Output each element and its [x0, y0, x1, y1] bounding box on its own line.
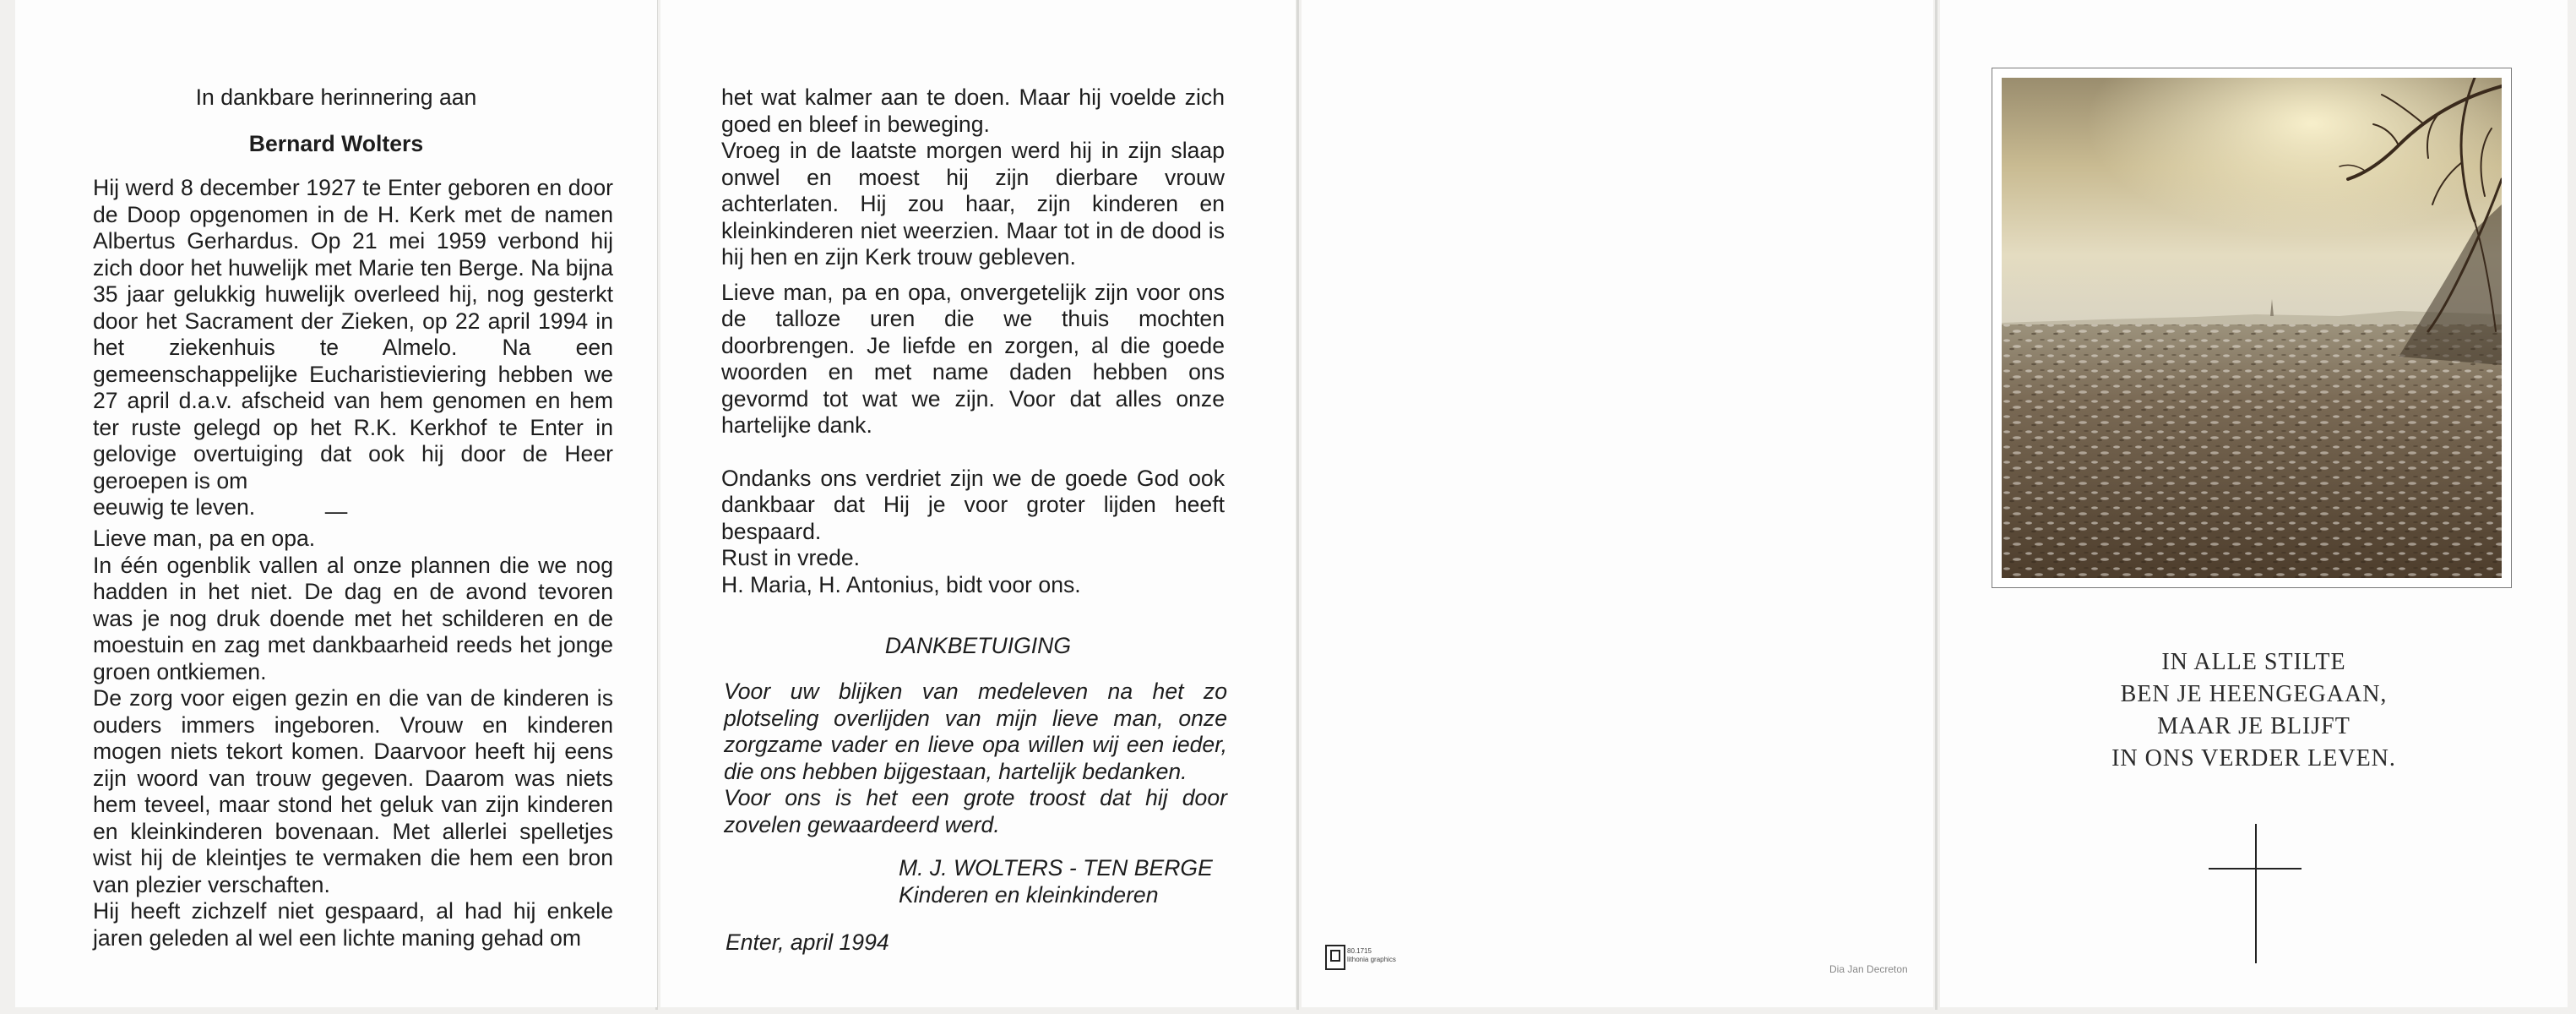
biography-text [93, 175, 613, 521]
continuation-paragraph: Vroeg in de laatste morgen werd hij in zijn slaap onwel en moest hij zijn dierbare vrouw achterlaten. Hij zou haar, zijn kinderen en kleinkinderen niet weerzien. Maar tot in de dood is hij hen en zijn Kerk trouw gebleven. [721, 138, 1225, 270]
photo-frame [1992, 68, 2512, 588]
verse-line: IN ALLE STILTE [2161, 649, 2346, 675]
memorial-paragraph: De zorg voor eigen gezin en die van de kinderen is ouders immers ingeboren. Vrouw en kinderen mogen niets tekort komen. Daarvoor heeft hij eens zijn woord van trouw gegeven. Daarom was niets hem teveel, maar stond het geluk van zijn kinderen en kleinkinderen bovenaan. Met allerlei spelletjes wist hij de kleintjes te vermaken die hem een bron van plezier verschaften. [93, 685, 613, 897]
fold-line [1296, 0, 1299, 1010]
thanks-paragraph: Voor uw blijken van medeleven na het zo plotseling overlijden van mijn lieve man, onze zorgzame vader en lieve opa willen wij een ieder, die ons hebben bijgestaan, hartelijk bedanken. [724, 679, 1227, 784]
verse-line: IN ONS VERDER LEVEN. [2111, 745, 2396, 771]
publisher-logo-icon [1325, 945, 1345, 970]
verse-line: BEN JE HEENGEGAAN, [2120, 681, 2388, 707]
rest-in-peace-line: Rust in vrede. [721, 545, 861, 570]
separator-dash: — [324, 499, 348, 524]
card-panel-back [1302, 0, 1933, 1007]
publisher-imprint [1347, 947, 1396, 964]
card-panel-continuation [660, 0, 1296, 1007]
place-date: Enter, april 1994 [726, 930, 889, 955]
thanks-paragraph: Voor ons is het een grote troost dat hij door zovelen gewaardeerd werd. [724, 785, 1227, 837]
winter-field-photo-icon [2002, 78, 2502, 578]
publisher-name: lithonia graphics [1347, 956, 1396, 963]
continuation-paragraph: Lieve man, pa en opa, onvergetelijk zijn voor ons de talloze uren die we thuis mochten doorbrengen. Je liefde en zorgen, al die goede woorden en met name daden hebben ons gevormd tot wat we zijn. Voor dat alles onze hartelijke dank. [721, 279, 1225, 438]
biography-body: Hij werd 8 december 1927 te Enter geboren en door de Doop opgenomen in de H. Kerk met de namen Albertus Gerhardus. Op 21 mei 1959 verbond hij zich door het huwelijk met Marie ten Berge. Na bijna 35 jaar gelukkig huwelijk overleed hij, nog gesterkt door het Sacrament der Zieken, op 22 april 1994 in het ziekenhuis te Almelo. Na een gemeenschappelijke Eucharistieviering hebben we 27 april d.a.v. afscheid van hem genomen en hem ter ruste gelegd op het R.K. Kerkhof te Enter in gelovige overtuiging dat ook hij door de Heer geroepen is om [93, 175, 613, 493]
thanks-heading: DANKBETUIGING [884, 633, 1072, 658]
signature-block [899, 855, 1236, 908]
cross-icon [2209, 824, 2302, 963]
continuation-text [721, 84, 1225, 598]
publisher-code: 80.1715 [1347, 947, 1372, 955]
card-panel-biography [15, 0, 657, 1007]
memorial-paragraph: In één ogenblik vallen al onze plannen die we nog hadden in het niet. De dag en de avond tevoren was je nog druk doende met het schilderen en de moestuin en zag met dankbaarheid reeds het jonge groen ontkiemen. [93, 552, 613, 684]
deceased-name: Bernard Wolters [248, 131, 424, 156]
memorial-paragraph: Hij heeft zichzelf niet gespaard, al had hij enkele jaren geleden al wel een lichte maning gehad om [93, 898, 613, 951]
verse-line: MAAR JE BLIJFT [2157, 713, 2350, 739]
memorial-verse [1940, 646, 2568, 775]
biography-last-line: eeuwig te leven. [93, 494, 256, 520]
photo-credit: Dia Jan Decreton [1829, 963, 1908, 975]
signature-name: M. J. WOLTERS - TEN BERGE [899, 855, 1213, 880]
prayer-line: H. Maria, H. Antonius, bidt voor ons. [721, 571, 1081, 597]
fold-line [1935, 0, 1937, 1010]
thanks-text [724, 679, 1227, 838]
card-panel-front [1940, 0, 2568, 1007]
memorial-text [93, 526, 613, 951]
intro-line: In dankbare herinnering aan [195, 84, 477, 110]
continuation-paragraph: het wat kalmer aan te doen. Maar hij voelde zich goed en bleef in beweging. [721, 84, 1225, 137]
continuation-paragraph: Ondanks ons verdriet zijn we de goede God ook dankbaar dat Hij je voor groter lijden heeft bespaard. [721, 465, 1225, 544]
memorial-greeting: Lieve man, pa en opa. [93, 526, 316, 551]
signature-family: Kinderen en kleinkinderen [899, 881, 1159, 908]
